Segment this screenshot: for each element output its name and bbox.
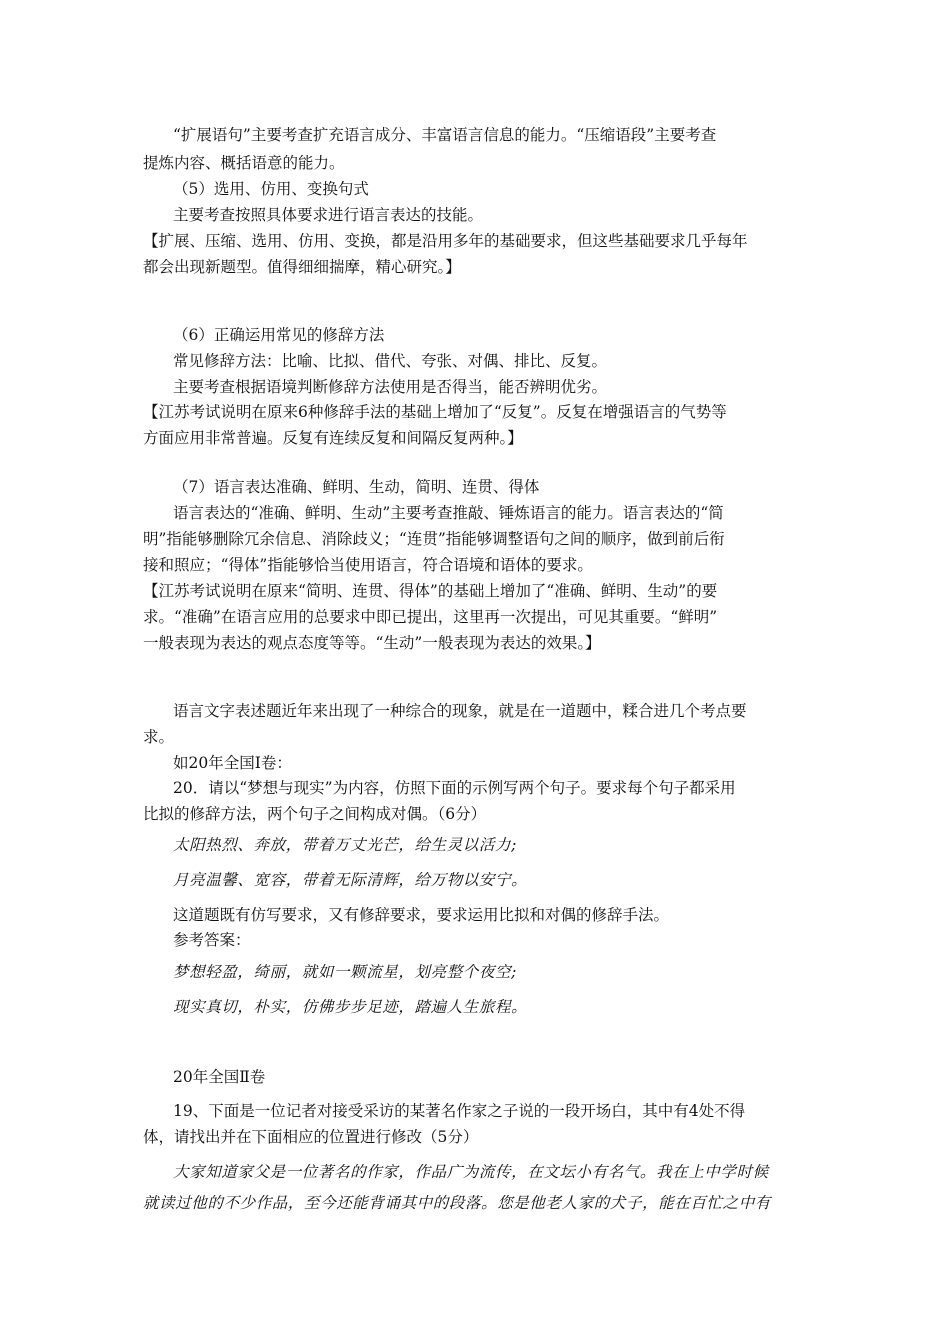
paragraph-line: 主要考查根据语境判断修辞方法使用是否得当，能否辨明优劣。	[173, 378, 608, 396]
example-sentence: 月亮温馨、宽容，带着无际清辉，给万物以安宁。	[173, 871, 528, 889]
question-19: 19、下面是一位记者对接受采访的某著名作家之子说的一段开场白，其中有4处不得	[173, 1102, 746, 1120]
answer-label: 参考答案：	[173, 931, 251, 949]
answer-sentence: 现实真切，朴实，仿佛步步足迹，踏遍人生旅程。	[173, 998, 528, 1016]
paragraph-line: 语言文字表述题近年来出现了一种综合的现象，就是在一道题中，糅合进几个考点要	[173, 702, 747, 720]
answer-sentence: 梦想轻盈，绮丽，就如一颗流星，划亮整个夜空;	[173, 963, 517, 981]
section-heading-5: （5）选用、仿用、变换句式	[173, 180, 369, 198]
paragraph-line: 常见修辞方法：比喻、比拟、借代、夸张、对偶、排比、反复。	[173, 352, 608, 370]
paragraph-line: “扩展语句”主要考查扩充语言成分、丰富语言信息的能力。“压缩语段”主要考查	[173, 126, 717, 144]
question-20: 比拟的修辞方法，两个句子之间构成对偶。（6分）	[143, 805, 487, 823]
note-line: 【江苏考试说明在原来“简明、连贯、得体”的基础上增加了“准确、鲜明、生动”的要	[143, 582, 718, 600]
section-heading-6: （6）正确运用常见的修辞方法	[173, 326, 385, 344]
example-label: 20年全国Ⅱ卷	[173, 1068, 266, 1086]
note-line: 【扩展、压缩、选用、仿用、变换，都是沿用多年的基础要求，但这些基础要求几乎每年	[143, 232, 748, 250]
paragraph-line: 接和照应；“得体”指能够恰当使用语言，符合语境和语体的要求。	[143, 556, 593, 574]
section-heading-7: （7）语言表达准确、鲜明、生动，简明、连贯、得体	[173, 478, 540, 496]
paragraph-line: 求。	[143, 728, 175, 746]
paragraph-line: 这道题既有仿写要求，又有修辞要求，要求运用比拟和对偶的修辞手法。	[173, 906, 670, 924]
paragraph-line: 主要考查按照具体要求进行语言表达的技能。	[173, 206, 484, 224]
example-sentence: 太阳热烈、奔放，带着万丈光芒，给生灵以活力;	[173, 836, 517, 854]
paragraph-line: 明”指能够删除冗余信息、消除歧义；“连贯”指能够调整语句之间的顺序，做到前后衔	[143, 530, 725, 548]
question-19: 体，请找出并在下面相应的位置进行修改（5分）	[143, 1128, 479, 1146]
note-line: 一般表现为表达的观点态度等等。“生动”一般表现为表达的效果。】	[143, 634, 601, 652]
note-line: 都会出现新题型。值得细细揣摩，精心研究。】	[143, 258, 461, 276]
example-label: 如20年全国Ⅰ卷：	[173, 754, 292, 772]
paragraph-line: 语言表达的“准确、鲜明、生动”主要考查推敲、锤炼语言的能力。语言表达的“简	[173, 504, 724, 522]
passage-line: 就读过他的不少作品，至今还能背诵其中的段落。您是他老人家的犬子，能在百忙之中有	[143, 1194, 771, 1212]
question-20: 20．请以“梦想与现实”为内容，仿照下面的示例写两个句子。要求每个句子都采用	[173, 779, 736, 797]
note-line: 【江苏考试说明在原来6种修辞手法的基础上增加了“反复”。反复在增强语言的气势等	[143, 403, 727, 421]
note-line: 求。“准确”在语言应用的总要求中即已提出，这里再一次提出，可见其重要。“鲜明”	[143, 608, 718, 626]
passage-line: 大家知道家父是一位著名的作家，作品广为流传，在文坛小有名气。我在上中学时候	[173, 1163, 769, 1181]
paragraph-line: 提炼内容、概括语意的能力。	[143, 154, 345, 172]
note-line: 方面应用非常普遍。反复有连续反复和间隔反复两种。】	[143, 429, 523, 447]
